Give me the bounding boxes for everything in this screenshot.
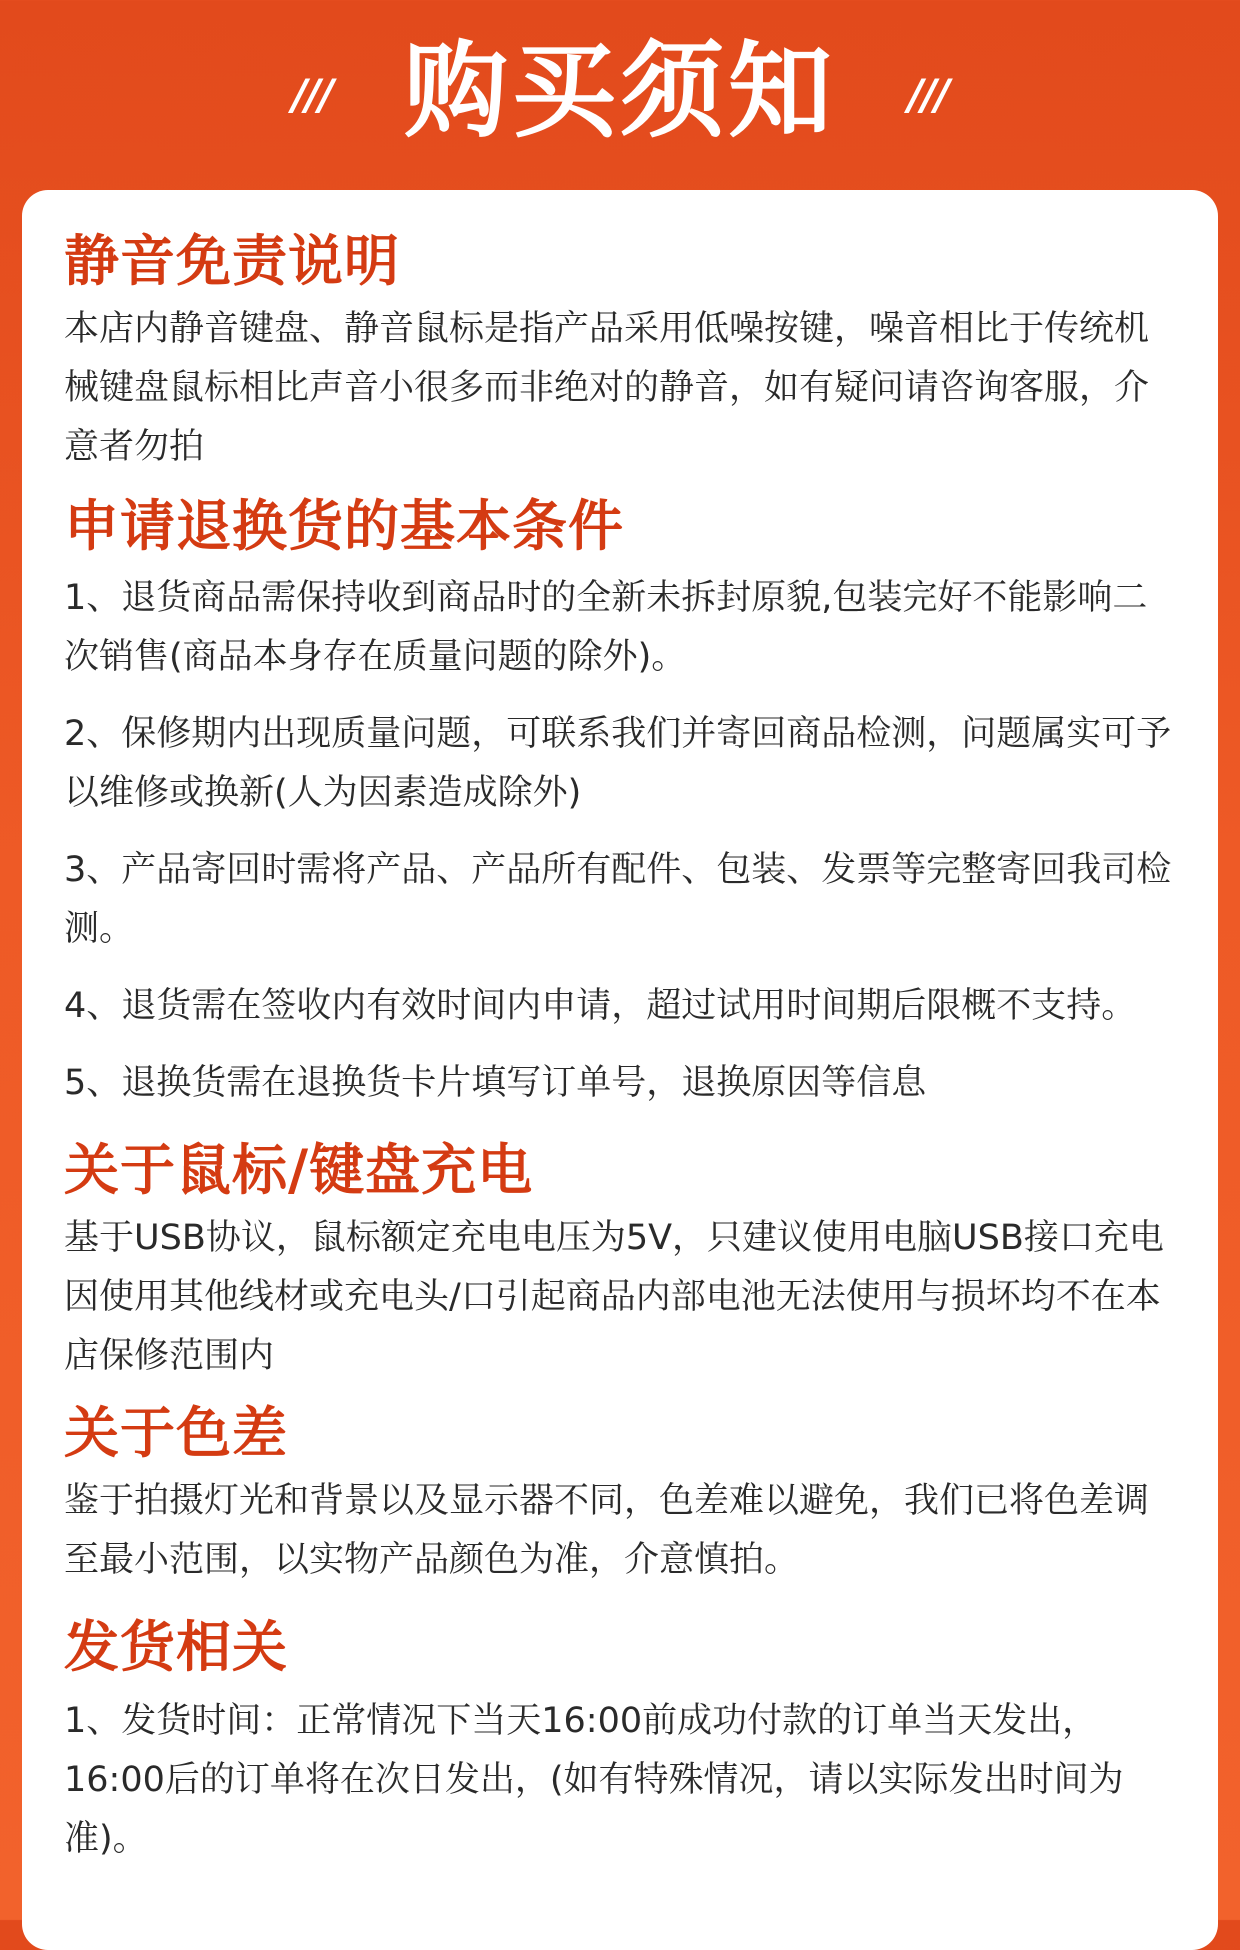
section-color-difference	[64, 1400, 1174, 1590]
section-charging	[64, 1137, 1174, 1386]
section-heading: 静音免责说明	[64, 229, 401, 293]
section-heading: 发货相关	[64, 1615, 289, 1679]
section-heading: 关于鼠标/键盘充电	[64, 1138, 534, 1202]
section-return-conditions	[64, 493, 1174, 1113]
list-item: 3、产品寄回时需将产品、产品所有配件、包装、发票等完整寄回我司检测。	[64, 850, 1172, 949]
section-silent-disclaimer	[64, 228, 1174, 477]
section-shipping	[64, 1614, 1174, 1869]
list-item: 2、保修期内出现质量问题，可联系我们并寄回商品检测，问题属实可予以维修或换新(人为因素造成除外)	[64, 714, 1172, 813]
list-item: 1、退货商品需保持收到商品时的全新未拆封原貌,包装完好不能影响二次销售(商品本身存在质量问题的除外)。	[64, 578, 1148, 677]
notice-card	[22, 190, 1218, 1950]
right-decoration: ///	[908, 70, 949, 119]
left-decoration: ///	[291, 70, 332, 119]
list-item: 5、退换货需在退换货卡片填写订单号，退换原因等信息	[64, 1063, 927, 1103]
section-heading: 申请退换货的基本条件	[64, 494, 625, 558]
section-body: 鉴于拍摄灯光和背景以及显示器不同，色差难以避免，我们已将色差调至最小范围，以实物产品颜色为准，介意慎拍。	[64, 1481, 1150, 1580]
shipping-list	[64, 1692, 1174, 1869]
section-body: 本店内静音键盘、静音鼠标是指产品采用低噪按键，噪音相比于传统机械键盘鼠标相比声音小很多而非绝对的静音，如有疑问请咨询客服，介意者勿拍	[64, 309, 1150, 467]
list-item: 4、退货需在签收内有效时间内申请，超过试用时间期后限概不支持。	[64, 986, 1137, 1026]
section-heading: 关于色差	[64, 1401, 289, 1465]
page-title: 购买须知	[403, 30, 836, 152]
list-item: 1、发货时间：正常情况下当天16:00前成功付款的订单当天发出，16:00后的订单将在次日发出，(如有特殊情况，请以实际发出时间为准)。	[64, 1701, 1124, 1859]
return-conditions-list	[64, 569, 1174, 1113]
section-body: 基于USB协议，鼠标额定充电电压为5V，只建议使用电脑USB接口充电因使用其他线材或充电头/口引起商品内部电池无法使用与损坏均不在本店保修范围内	[64, 1218, 1164, 1376]
header-banner	[0, 0, 1240, 190]
